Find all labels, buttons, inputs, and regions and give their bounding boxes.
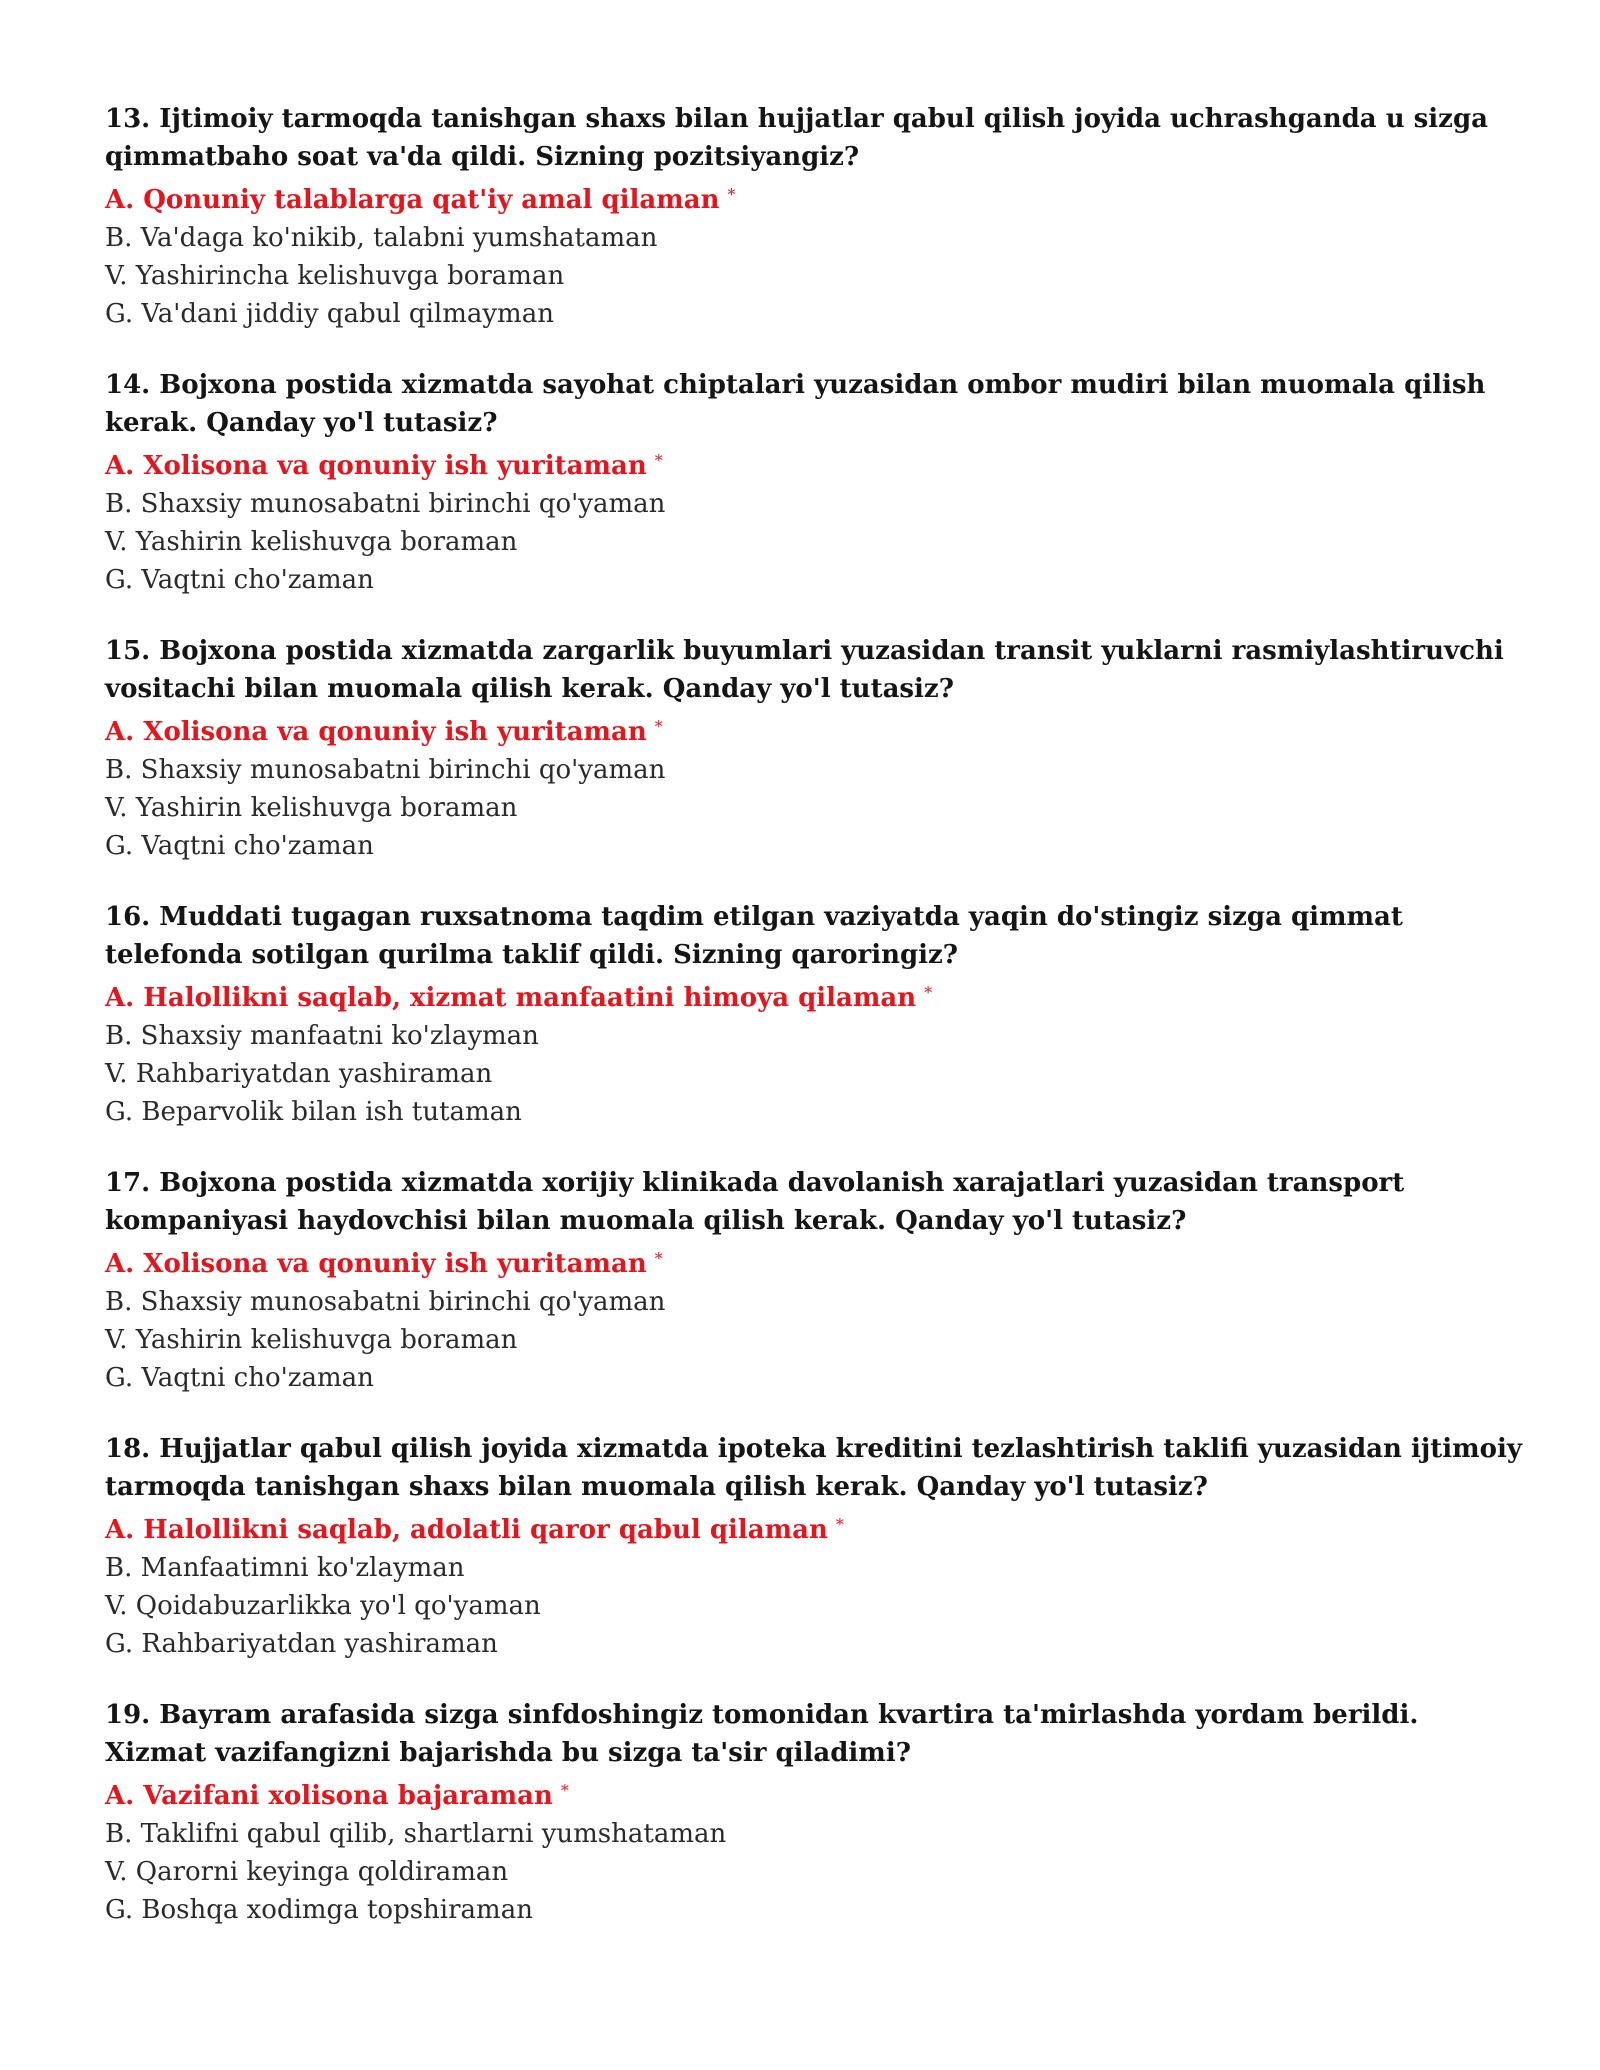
option-b: B. Va'daga ko'nikib, talabni yumshataman (105, 223, 658, 253)
option-v: V. Yashirincha kelishuvga boraman (105, 261, 565, 291)
option-b: B. Shaxsiy munosabatni birinchi qo'yaman (105, 1287, 666, 1317)
option-g: G. Beparvolik bilan ish tutaman (105, 1097, 522, 1127)
option-v: V. Rahbariyatdan yashiraman (105, 1059, 493, 1089)
option-g: G. Vaqtni cho'zaman (105, 831, 374, 861)
option-g: G. Va'dani jiddiy qabul qilmayman (105, 299, 554, 329)
option-a-correct (105, 1772, 1525, 1815)
option-v: V. Qarorni keyinga qoldiraman (105, 1857, 509, 1887)
option-label: A. Vazifani xolisona bajaraman (105, 1781, 553, 1811)
question-17 (105, 1164, 1525, 1397)
option-v: V. Qoidabuzarlikka yo'l qo'yaman (105, 1591, 541, 1621)
option-label: A. Xolisona va qonuniy ish yuritaman (105, 1249, 647, 1279)
option-label: A. Xolisona va qonuniy ish yuritaman (105, 451, 647, 481)
question-18 (105, 1430, 1525, 1663)
option-label: A. Xolisona va qonuniy ish yuritaman (105, 717, 647, 747)
option-v: V. Yashirin kelishuvga boraman (105, 527, 518, 557)
option-g: G. Vaqtni cho'zaman (105, 1363, 374, 1393)
correct-marker-icon: * (835, 1515, 844, 1534)
option-g: G. Vaqtni cho'zaman (105, 565, 374, 595)
option-a-correct (105, 442, 1525, 485)
correct-marker-icon: * (654, 1249, 663, 1268)
option-label: A. Qonuniy talablarga qat'iy amal qilaman (105, 185, 720, 215)
question-list (105, 100, 1525, 1962)
option-label: A. Halollikni saqlab, xizmat manfaatini himoya qilaman (105, 983, 917, 1013)
option-a-correct (105, 176, 1525, 219)
correct-marker-icon: * (560, 1781, 569, 1800)
question-text: 19. Bayram arafasida sizga sinfdoshingiz tomonidan kvartira ta'mirlashda yordam berildi. Xizmat vazifangizni bajarishda bu sizga ta'sir qiladimi? (105, 1700, 1419, 1768)
option-g: G. Boshqa xodimga topshiraman (105, 1895, 533, 1925)
question-text: 18. Hujjatlar qabul qilish joyida xizmatda ipoteka kreditini tezlashtirish taklifi yuzasidan ijtimoiy tarmoqda tanishgan shaxs bilan muomala qilish kerak. Qanday yo'l tutasiz? (105, 1434, 1522, 1502)
option-b: B. Shaxsiy manfaatni ko'zlayman (105, 1021, 539, 1051)
question-14 (105, 366, 1525, 599)
option-a-correct (105, 974, 1525, 1017)
correct-marker-icon: * (654, 717, 663, 736)
question-text: 15. Bojxona postida xizmatda zargarlik buyumlari yuzasidan transit yuklarni rasmiylashtiruvchi vositachi bilan muomala qilish kerak. Qanday yo'l tutasiz? (105, 636, 1504, 704)
correct-marker-icon: * (654, 451, 663, 470)
question-text: 16. Muddati tugagan ruxsatnoma taqdim etilgan vaziyatda yaqin do'stingiz sizga qimmat telefonda sotilgan qurilma taklif qildi. Sizning qaroringiz? (105, 902, 1403, 970)
question-13 (105, 100, 1525, 333)
option-a-correct (105, 1240, 1525, 1283)
correct-marker-icon: * (727, 185, 736, 204)
option-a-correct (105, 708, 1525, 751)
option-v: V. Yashirin kelishuvga boraman (105, 1325, 518, 1355)
question-16 (105, 898, 1525, 1131)
option-b: B. Shaxsiy munosabatni birinchi qo'yaman (105, 489, 666, 519)
option-a-correct (105, 1506, 1525, 1549)
option-v: V. Yashirin kelishuvga boraman (105, 793, 518, 823)
question-19 (105, 1696, 1525, 1929)
question-text: 14. Bojxona postida xizmatda sayohat chiptalari yuzasidan ombor mudiri bilan muomala qilish kerak. Qanday yo'l tutasiz? (105, 370, 1486, 438)
option-b: B. Shaxsiy munosabatni birinchi qo'yaman (105, 755, 666, 785)
question-text: 17. Bojxona postida xizmatda xorijiy klinikada davolanish xarajatlari yuzasidan transport kompaniyasi haydovchisi bilan muomala qilish kerak. Qanday yo'l tutasiz? (105, 1168, 1405, 1236)
correct-marker-icon: * (924, 983, 933, 1002)
option-b: B. Manfaatimni ko'zlayman (105, 1553, 465, 1583)
question-15 (105, 632, 1525, 865)
option-label: A. Halollikni saqlab, adolatli qaror qabul qilaman (105, 1515, 828, 1545)
option-b: B. Taklifni qabul qilib, shartlarni yumshataman (105, 1819, 727, 1849)
option-g: G. Rahbariyatdan yashiraman (105, 1629, 498, 1659)
question-text: 13. Ijtimoiy tarmoqda tanishgan shaxs bilan hujjatlar qabul qilish joyida uchrashganda u sizga qimmatbaho soat va'da qildi. Sizning pozitsiyangiz? (105, 104, 1488, 172)
